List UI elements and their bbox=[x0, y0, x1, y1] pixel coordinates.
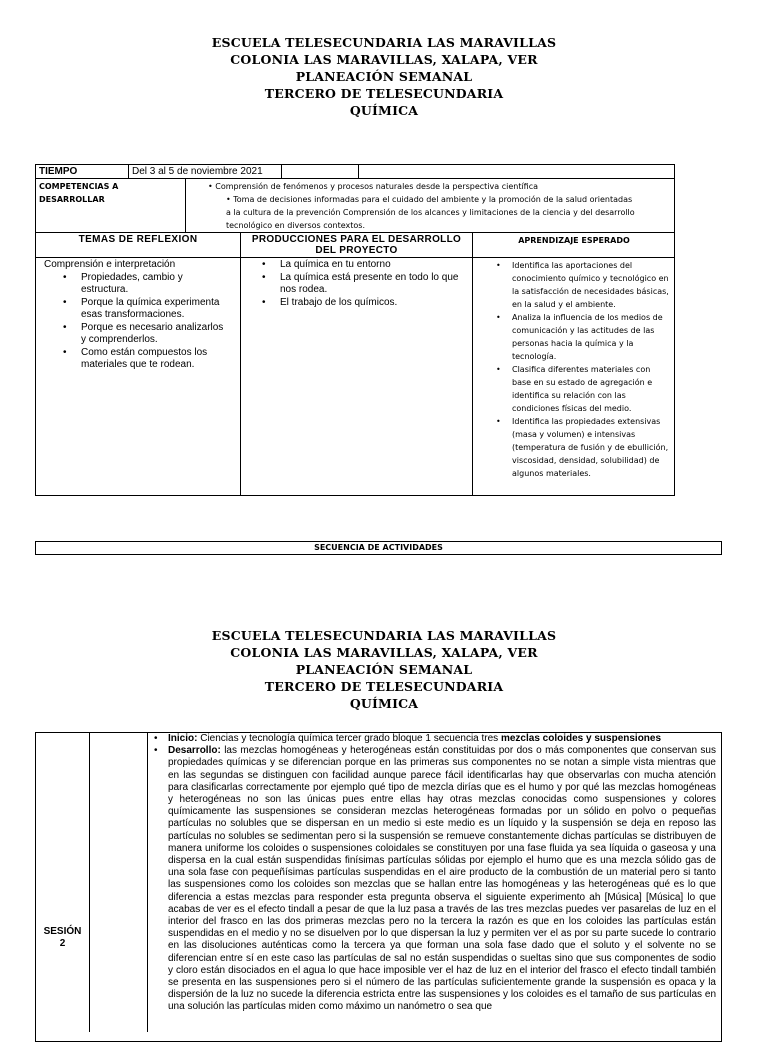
school-location: COLONIA LAS MARAVILLAS, XALAPA, VER bbox=[230, 52, 538, 67]
grade-title: TERCERO DE TELESECUNDARIA bbox=[264, 86, 504, 101]
list-item: • Porque la química experimenta esas transformaciones. bbox=[44, 297, 229, 322]
list-item: • Como están compuestos los materiales que te rodean. bbox=[44, 347, 229, 372]
plan-title: PLANEACIÓN SEMANAL bbox=[295, 662, 473, 677]
col-producciones-header: PRODUCCIONES PARA EL DESARROLLO DEL PROYECTO bbox=[251, 234, 462, 256]
col-aprendizaje-header: APRENDIZAJE ESPERADO bbox=[518, 236, 630, 245]
grade-title: TERCERO DE TELESECUNDARIA bbox=[264, 679, 504, 694]
list-item: • Porque es necesario analizarlos y comprenderlos. bbox=[44, 322, 229, 347]
col-temas-header: TEMAS DE REFLEXION bbox=[78, 234, 198, 245]
list-item: • Identifica las propiedades extensivas (masa y volumen) e intensivas (temperatura de fusión y de ebullición, viscosidad, densidad, solubilidad) de algunos materiales. bbox=[474, 415, 670, 480]
competencias-text: • Comprensión de fenómenos y procesos naturales desde la perspectiva científica • Toma de decisiones informadas para el cuidado del ambiente y la promoción de la salud orientadas a la cultura de la prevención Comprensión de los alcances y limitaciones de la ciencia y del desarrollo tecnológico en diversos contextos. bbox=[208, 182, 635, 230]
competencias-label: COMPETENCIAS A DESARROLLAR bbox=[39, 182, 119, 204]
producciones-cell bbox=[243, 259, 469, 309]
aprendizaje-cell bbox=[474, 259, 670, 480]
temas-cell bbox=[44, 259, 238, 372]
tiempo-row bbox=[35, 164, 675, 179]
inicio-item: • Inicio: Ciencias y tecnología química tercer grado bloque 1 secuencia tres mezclas coloides y suspensiones bbox=[148, 733, 716, 745]
aprendizaje-list bbox=[474, 259, 670, 480]
session-label: SESIÓN 2 bbox=[43, 926, 82, 949]
list-item: • La química en tu entorno bbox=[243, 259, 469, 272]
school-name: ESCUELA TELESECUNDARIA LAS MARAVILLAS bbox=[211, 35, 557, 50]
producciones-list bbox=[243, 259, 469, 309]
tiempo-value: Del 3 al 5 de noviembre 2021 bbox=[132, 166, 263, 177]
secuencia-label: SECUENCIA DE ACTIVIDADES bbox=[314, 543, 443, 552]
school-location: COLONIA LAS MARAVILLAS, XALAPA, VER bbox=[230, 645, 538, 660]
session-content bbox=[148, 733, 716, 1024]
temas-intro: Comprensión e interpretación bbox=[44, 259, 176, 270]
list-item: • Propiedades, cambio y estructura. bbox=[44, 272, 229, 297]
document-header-2 bbox=[0, 627, 768, 712]
list-item: • El trabajo de los químicos. bbox=[243, 297, 469, 310]
list-item: • La química está presente en todo lo que nos rodea. bbox=[243, 272, 469, 297]
list-item: • Clasifica diferentes materiales con base en su estado de agregación e identifica su relación con las condiciones físicas del medio. bbox=[474, 363, 670, 415]
plan-title: PLANEACIÓN SEMANAL bbox=[295, 69, 473, 84]
subject-title: QUÍMICA bbox=[349, 696, 419, 711]
subject-title: QUÍMICA bbox=[349, 103, 419, 118]
desarrollo-item: • Desarrollo: las mezclas homogéneas y heterogéneas están constituidas por dos o más componentes que conservan sus propiedades químicas y se diferencian porque en las primeras sus componentes no se notan a simple vista mientras que en las segundas se distinguen con facilidad aunque parece fácil identificarlas hay que observarlas con mucha atención para clasificarlas correctamente por ejemplo qué tipo de mezcla dirías que es el humo y por qué las mezclas homogéneas y heterogéneas no son las únicas pues entre ellas hay otras mezclas conocidas como suspensiones y colores químicamente las suspensiones se consideran mezclas heterogéneas formadas por un sólido en polvo o pequeñas partículas no solubles que se dispersan en un medio si este medio es un líquido y la suspensión se deja en reposo las partículas no solubles se sedimentan pero si la suspensión se remueve constantemente dichas partículas se distribuyen de manera uniforme los coloides o suspensiones coloidales se constituyen por una fase fluida ya sea líquida o gaseosa y una dispersa en la cual están suspendidas finísimas partículas sólidas por ejemplo el humo que es una mezcla sólido gas de una sola fase con pequeñísimas partículas suspendidas en el aire producto de la combustión de un material pero si tanto las suspensiones como los coloides son mezclas que se hallan entre las homogéneas y las heterogéneas qué es lo que diferencia a estas mezclas para responder esta pregunta observa el siguiente experimento ah [Música] [Música] lo que acabas de ver es el efecto tindall a pesar de que la luz pasa a través de las tres mezclas puedes ver pasarelas de luz en el interior del frasco en las dos primeras mezclas pero no la tercera la razón es que en los coloides las partículas están suspendidas en el medio y no se disuelven por lo que dispersan la luz y permiten ver el as por su parte sucede lo contrario en las disoluciones auténticas como la tercera ya que forman una sola fase dado que el soluto y el solvente no se diferencian entre sí en este caso las partículas de sal no están suspendidas o sueltas sino que sus componentes de sodio y cloro están disociados en el agua lo que hace imposible ver el haz de luz en el interior del frasco el efecto tindall también se presenta en las suspensiones pero si el número de las partículas suficientemente grande la suspensión es opaca y la dispersión de la luz no sucede la diferencia estricta entre las suspensiones y los coloides es el tamaño de sus partículas en una solución las partículas miden como máximo un nanómetro o sea que bbox=[148, 745, 716, 1013]
temas-list bbox=[44, 272, 229, 372]
list-item: • Identifica las aportaciones del conocimiento químico y tecnológico en la satisfacción de necesidades básicas, en la salud y el ambiente. bbox=[474, 259, 670, 311]
tiempo-label: TIEMPO bbox=[39, 166, 78, 177]
school-name: ESCUELA TELESECUNDARIA LAS MARAVILLAS bbox=[211, 628, 557, 643]
document-header bbox=[0, 34, 768, 119]
list-item: • Analiza la influencia de los medios de comunicación y las actitudes de las personas hacia la química y la tecnología. bbox=[474, 311, 670, 363]
